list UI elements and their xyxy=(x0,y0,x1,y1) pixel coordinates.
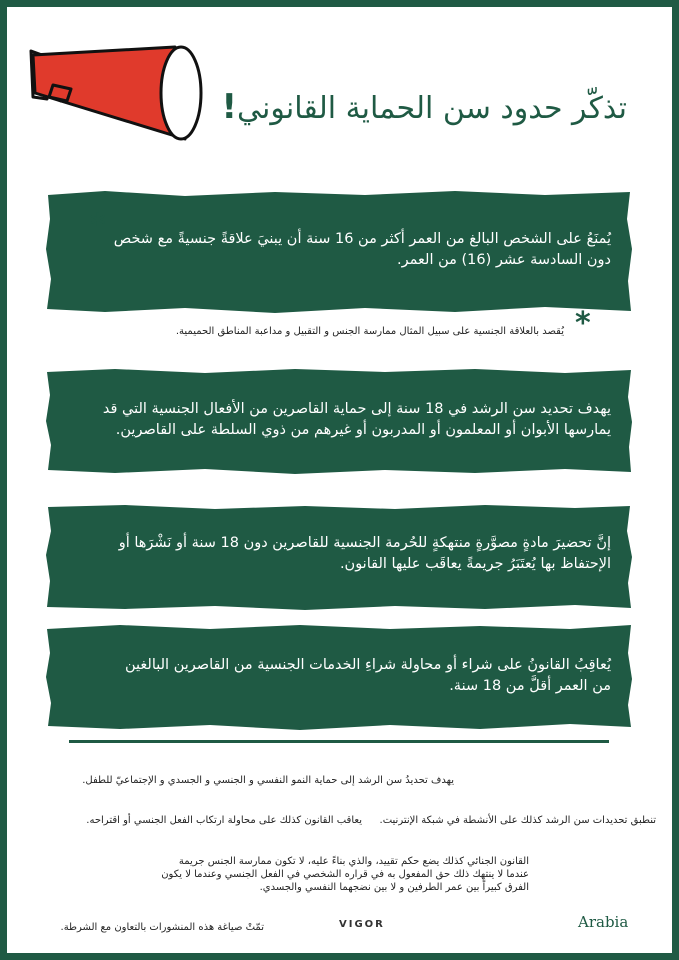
note-development: يهدف تحديدُ سن الرشد إلى حماية النمو النفسي و الجنسي و الجسدي و الإجتماعيّ للطفل. xyxy=(82,775,454,786)
footnote-star: * xyxy=(90,208,106,243)
divider xyxy=(69,740,609,743)
page-title xyxy=(207,89,627,127)
banner-2-text: يهدف تحديد سن الرشد في 18 سنة إلى حماية القاصرين من الأفعال الجنسية التي قد يمارسها الأبوان أو المعلمون أو المدربون أو غيرهم من ذوي السلطة على القاصرين. xyxy=(102,401,611,438)
title-text: تذكّر حدود سن الحماية القانوني xyxy=(237,91,627,126)
banner-4-text: يُعاقِبُ القانونُ على شراء أو محاولة شراءِ الخدمات الجنسية من القاصرين البالغين من العمر أقلَّ من 18 سنة. xyxy=(125,657,611,694)
footnote-text: يُقصد بالعلاقة الجنسية على سبيل المثال ممارسة الجنس و التقبيل و مداعبة المناطق الحميمية. xyxy=(175,326,564,337)
banner-1 xyxy=(45,189,633,314)
vigor-logo: VIGOR xyxy=(339,919,385,930)
banner-4 xyxy=(45,623,633,731)
arabia-logo: Arabia xyxy=(578,913,629,931)
footnote-star-2: * xyxy=(575,306,591,341)
note-internet: تنطبق تحديدات سن الرشد كذلك على الأنشطة في شبكة الإنترنيت. xyxy=(379,815,656,826)
megaphone-icon xyxy=(25,43,209,143)
banner-1-text: يُمنَعُ على الشخص البالغ من العمر أكثر من 16 سنة أن يبنيَ علاقةً جنسيةً مع شخص دون السادسة عشر (16) من العمر. xyxy=(113,231,611,268)
banner-2 xyxy=(45,367,633,475)
note-police: تمّتْ صياغة هذه المنشورات بالتعاون مع الشرطة. xyxy=(60,922,264,933)
note-criminal-line-3: الفرق كبيراً بين عمر الطرفين و لا بين نضجهما النفسي والجسدي. xyxy=(259,882,529,893)
note-criminal-line-2: عندما لا ينتهك ذلك حق المفعول به في قراره الشخصي في الفعل الجنسي وعندما لا يكون xyxy=(161,869,529,880)
title-exclamation: ! xyxy=(221,87,238,127)
banner-3-text: إنَّ تحضيرَ مادةٍ مصوَّرةٍ منتهكةٍ للحُرمة الجنسية للقاصرين دون 18 سنة أو نَشْرَها أو الإحتفاظ بها يُعتَبَرُ جريمةً يعاقَب عليها القانون. xyxy=(118,535,611,572)
banner-3 xyxy=(45,503,633,611)
note-attempt: يعاقب القانون كذلك على محاولة ارتكاب الفعل الجنسي أو اقتراحه. xyxy=(86,815,362,826)
note-criminal-line-1: القانون الجنائي كذلك يضع حكم تقييد، والذي بناءً عليه، لا تكون ممارسة الجنس جريمة xyxy=(178,856,529,867)
poster xyxy=(7,7,672,953)
